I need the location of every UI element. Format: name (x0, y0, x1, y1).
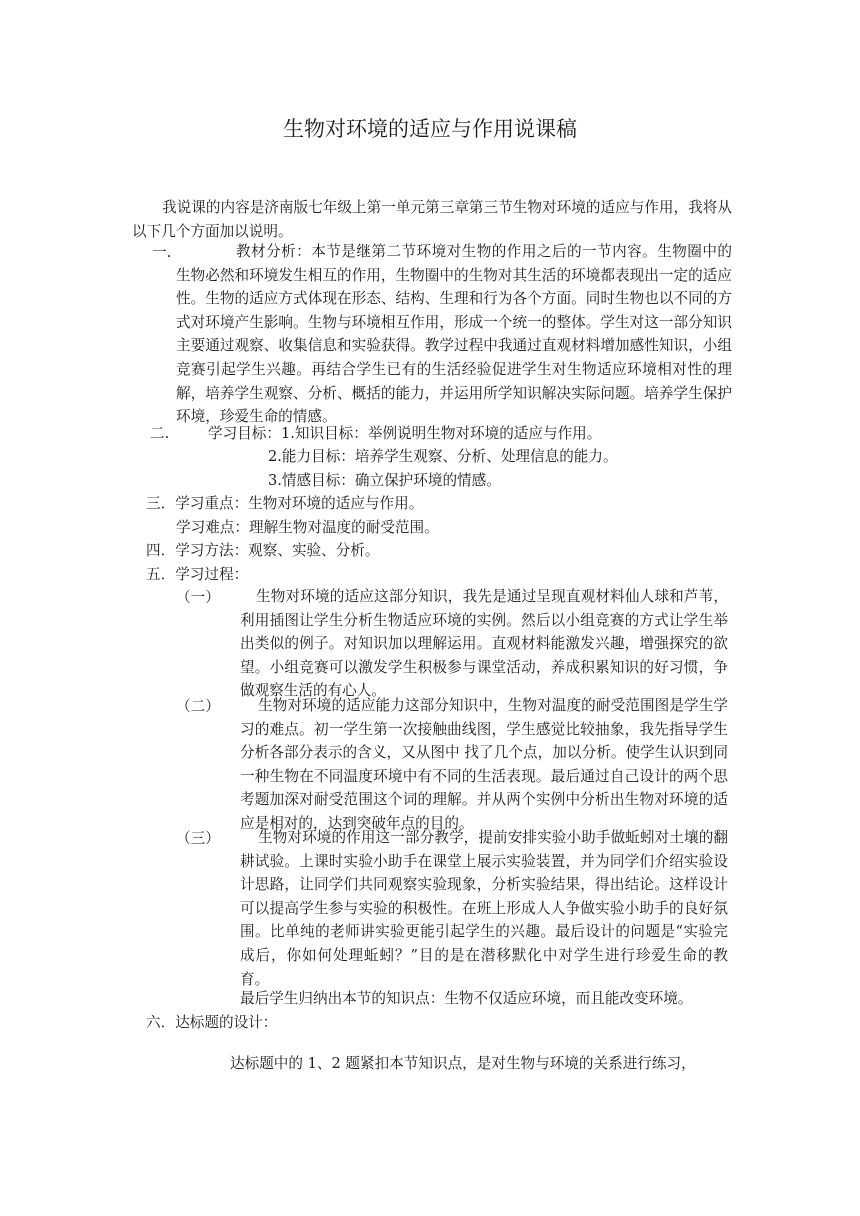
process-summary: 最后学生归纳出本节的知识点：生物不仅适应环境，而且能改变环境。 (240, 990, 693, 1007)
process-2-paragraph (240, 694, 728, 836)
section-5-heading: 五．学习过程： (146, 566, 249, 583)
section-1-text: 本节是继第二节环境对生物的作用之后的一节内容。生物圈中的生物必然和环境发生相互的作用，生物圈中的生物对其生活的环境都表现出一定的适应性。生物的适应方式体现在形态、结构、生理和行为各个方面。同时生物也以不同的方式对环境产生影响。生物与环境相互作用，形成一个统一的整体。学生对这一部分知识主要通过观察、收集信息和实验获得。教学过程中我通过直观材料增加感性知识，小组竞赛引起学生兴趣。再结合学生已有的生活经验促进学生对生物适应环境相对性的理解，培养学生观察、分析、概括的能力，并运用所学知识解决实际问题。培养学生保护环境，珍爱生命的情感。 (176, 243, 732, 426)
learning-goal-emotion: 3.情感目标：确立保护环境的情感。 (268, 472, 501, 489)
section-2-number: 二. (150, 425, 170, 442)
process-2-number: （二） (176, 698, 220, 715)
process-1-paragraph (240, 585, 728, 703)
section-1-paragraph (176, 240, 732, 429)
process-3-number: （三） (176, 830, 220, 847)
process-3-text: 生物对环境的作用这一部分教学，提前安排实验小助手做蚯蚓对土壤的翻耕试验。上课时实验小助手在课堂上展示实验装置，并为同学们介绍实验设计思路，让同学们共同观察实验现象，分析实验结果，得出结论。这样设计可以提高学生参与实验的积极性。在班上形成人人争做实验小助手的良好氛围。比单纯的老师讲实验更能引起学生的兴趣。最后设计的问题是“实验完成后，你如何处理蚯蚓？”目的是在潜移默化中对学生进行珍爱生命的教育。 (240, 829, 728, 988)
intro-text: 我说课的内容是济南版七年级上第一单元第三章第三节生物对环境的适应与作用，我将从以下几个方面加以说明。 (132, 199, 732, 240)
section-6-text: 达标题中的 1、2 题紧扣本节知识点，是对生物与环境的关系进行练习， (230, 1055, 696, 1072)
process-1-number: （一） (176, 589, 220, 606)
intro-paragraph (132, 196, 732, 243)
process-1-text: 生物对环境的适应这部分知识，我先是通过呈现直观材料仙人球和芦苇，利用插图让学生分析生物适应环境的实例。然后以小组竞赛的方式让学生举出类似的例子。对知识加以理解运用。直观材料能激发兴趣，增强探究的欲望。小组竞赛可以激发学生积极参与课堂活动，养成积累知识的好习惯，争做观察生活的有心人。 (240, 588, 728, 700)
section-3-difficulty: 学习难点：理解生物对温度的耐受范围。 (176, 519, 439, 536)
process-3-paragraph (240, 826, 728, 991)
learning-goal-knowledge: 学习目标：1.知识目标：举例说明生物对环境的适应与作用。 (208, 425, 602, 442)
section-1-number: 一. (152, 244, 172, 261)
section-4-methods: 四．学习方法：观察、实验、分析。 (146, 542, 380, 559)
section-6-heading: 六．达标题的设计： (146, 1014, 278, 1031)
page-title: 生物对环境的适应与作用说课稿 (283, 117, 577, 141)
learning-goal-ability: 2.能力目标：培养学生观察、分析、处理信息的能力。 (268, 448, 618, 465)
process-2-text: 生物对环境的适应能力这部分知识中，生物对温度的耐受范围图是学生学习的难点。初一学生第一次接触曲线图，学生感觉比较抽象，我先指导学生分析各部分表示的含义，又从图中 找了几个点，加以分析。使学生认识到同一种生物在不同温度环境中有不同的生活表现。最后通过自己设计的两个思考题加深对耐受范围这个词的理解。并从两个实例中分析出生物对环境的适应是相对的，达到突破年点的目的。 (240, 697, 728, 832)
section-1-label: 教材分析： (236, 243, 312, 260)
section-3-key-point: 三．学习重点：生物对环境的适应与作用。 (146, 495, 424, 512)
